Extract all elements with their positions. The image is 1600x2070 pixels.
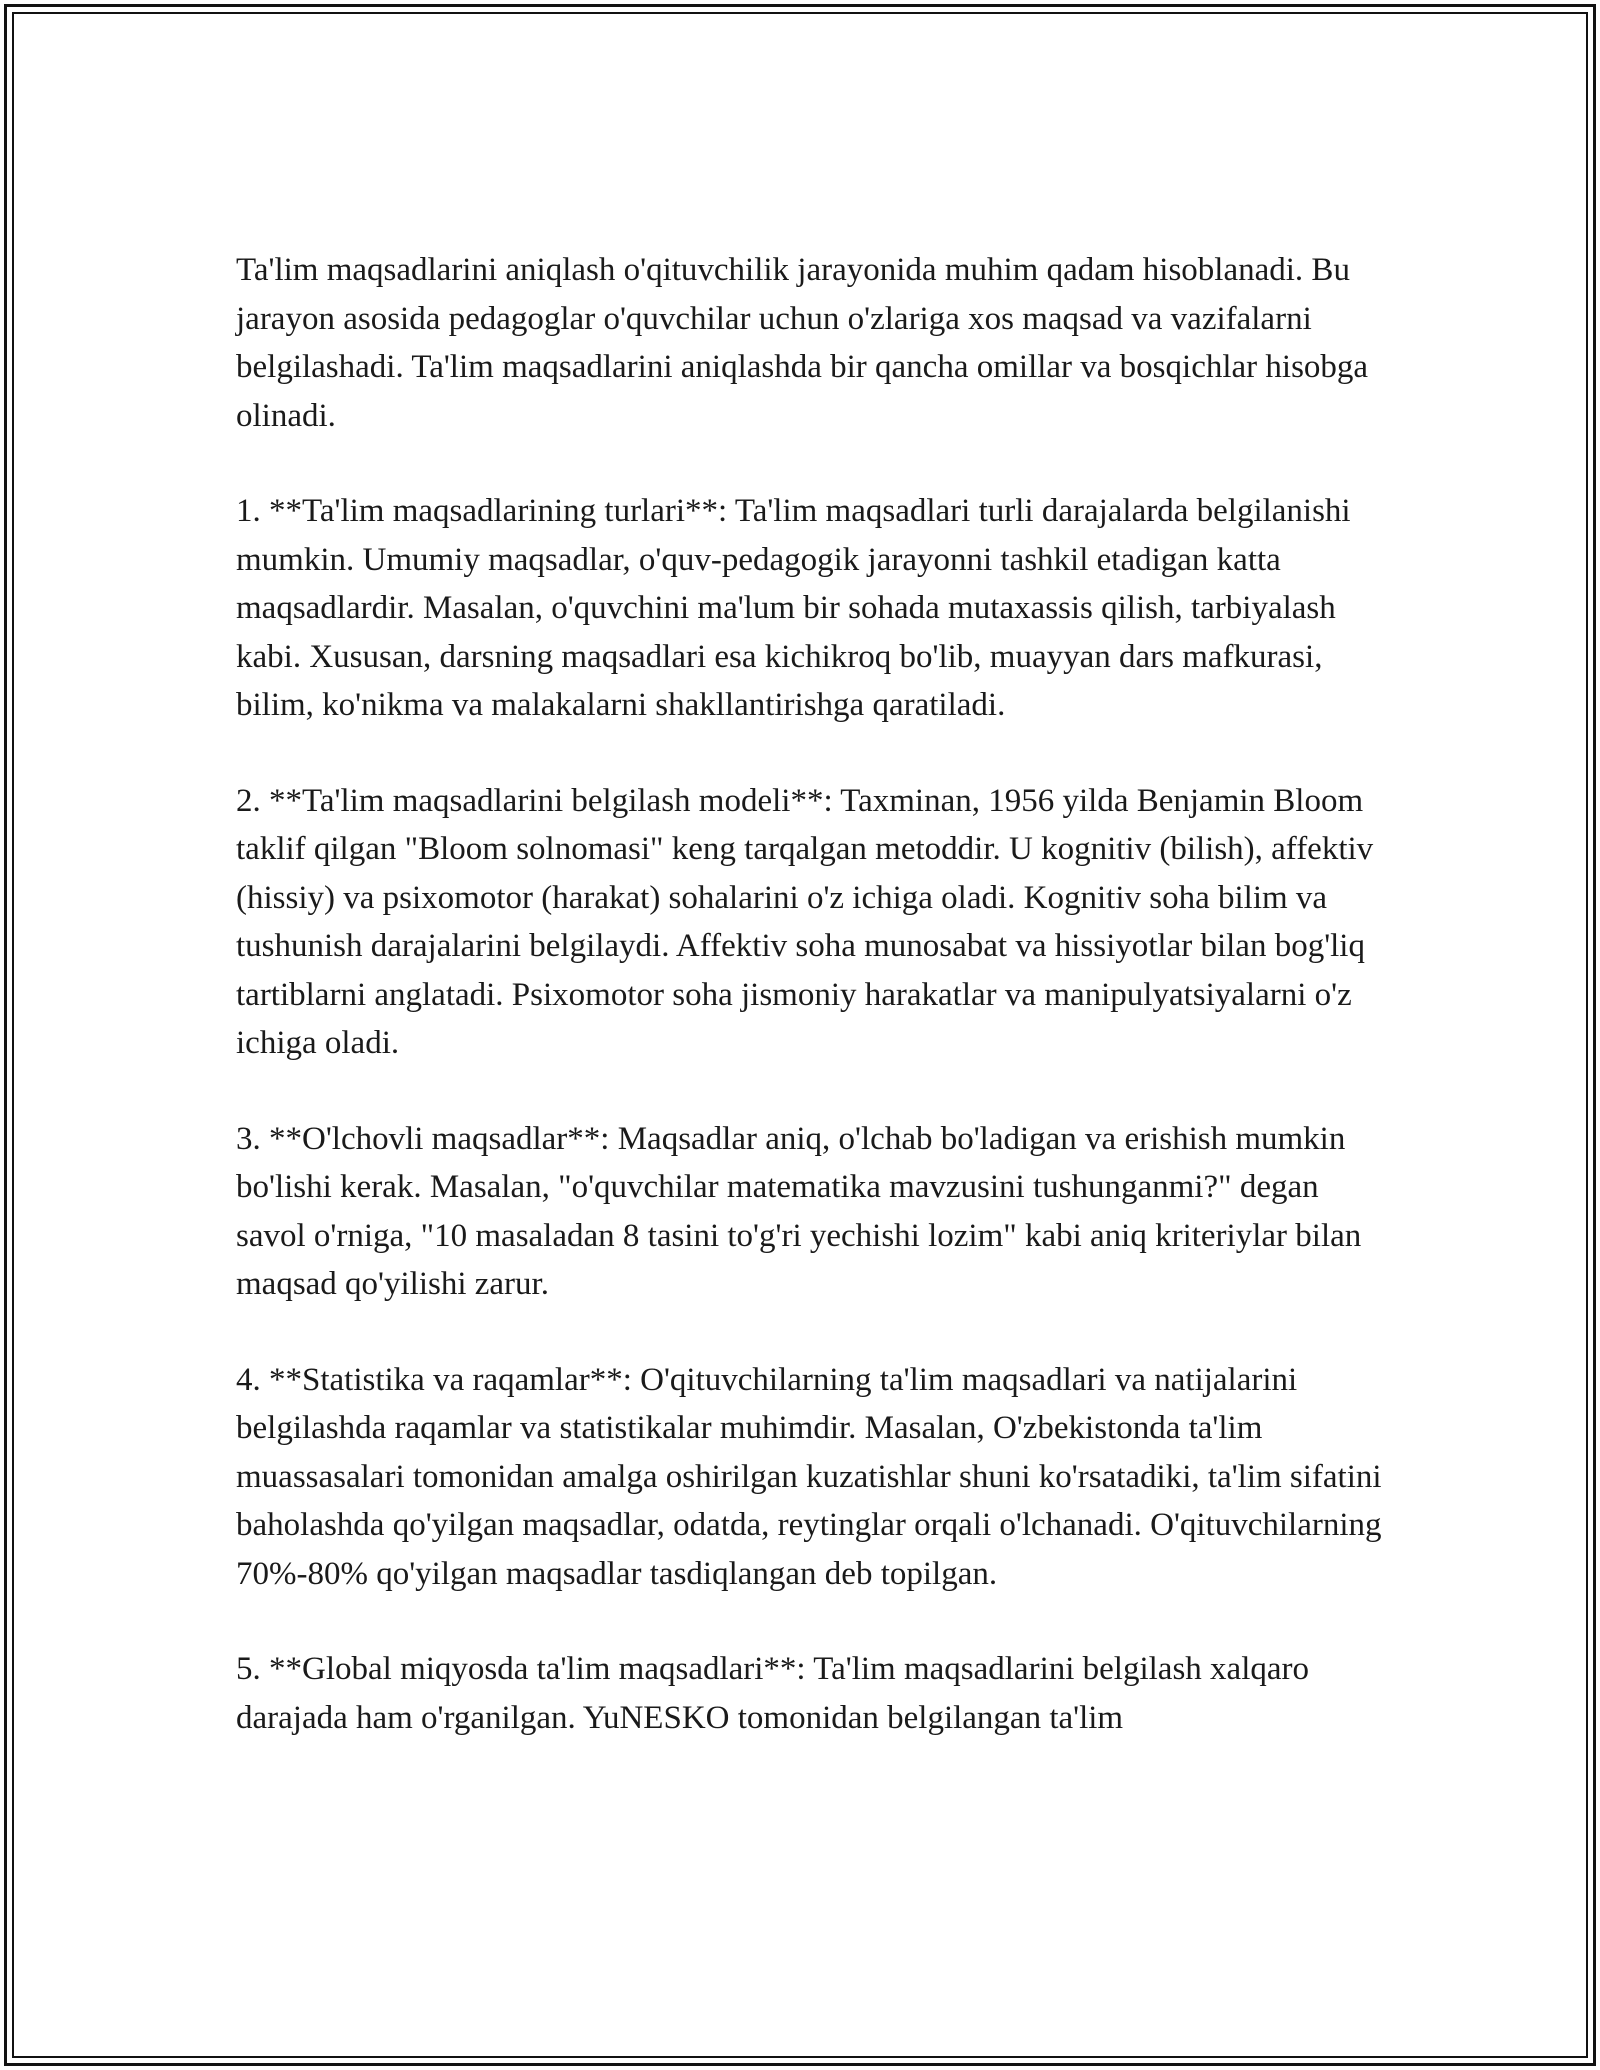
paragraph-goal-types: 1. **Ta'lim maqsadlarining turlari**: Ta'lim maqsadlari turli darajalarda belgilanishi mumkin. Umumiy maqsadlar, o'quv-pedagogik jarayonni tashkil etadigan katta maqsadlardir. Masalan, o'quvchini ma'lum bir sohada mutaxassis qilish, tarbiyalash kabi. Xususan, darsning maqsadlari esa kichikroq bo'lib, muayyan dars mafkurasi, bilim, ko'nikma va malakalarni shakllantirishga qaratiladi. [236, 493, 1351, 723]
document-body [236, 246, 1386, 1789]
intro-paragraph: Ta'lim maqsadlarini aniqlash o'qituvchilik jarayonida muhim qadam hisoblanadi. Bu jarayon asosida pedagoglar o'quvchilar uchun o'zlariga xos maqsad va vazifalarni belgilashadi. Ta'lim maqsadlarini aniqlashda bir qancha omillar va bosqichlar hisobga olinadi. [236, 252, 1369, 434]
paragraph-measurable-goals: 3. **O'lchovli maqsadlar**: Maqsadlar aniq, o'lchab bo'ladigan va erishish mumkin bo'lishi kerak. Masalan, "o'quvchilar matematika mavzusini tushunganmi?" degan savol o'rniga, "10 masaladan 8 tasini to'g'ri yechishi lozim" kabi aniq kriteriylar bilan maqsad qo'yilishi zarur. [236, 1120, 1362, 1302]
paragraph-statistics: 4. **Statistika va raqamlar**: O'qituvchilarning ta'lim maqsadlari va natijalarini belgilashda raqamlar va statistikalar muhimdir. Masalan, O'zbekistonda ta'lim muassasalari tomonidan amalga oshirilgan kuzatishlar shuni ko'rsatadiki, ta'lim sifatini baholashda qo'yilgan maqsadlar, odatda, reytinglar orqali o'lchanadi. O'qituvchilarning 70%-80% qo'yilgan maqsadlar tasdiqlangan deb topilgan. [236, 1361, 1382, 1592]
paragraph-global-goals: 5. **Global miqyosda ta'lim maqsadlari**: Ta'lim maqsadlarini belgilash xalqaro darajada ham o'rganilgan. YuNESKO tomonidan belgilangan ta'lim [236, 1651, 1309, 1736]
paragraph-goal-model: 2. **Ta'lim maqsadlarini belgilash modeli**: Taxminan, 1956 yilda Benjamin Bloom taklif qilgan "Bloom solnomasi" keng tarqalgan metoddir. U kognitiv (bilish), affektiv (hissiy) va psixomotor (harakat) sohalarini o'z ichiga oladi. Kognitiv soha bilim va tushunish darajalarini belgilaydi. Affektiv soha munosabat va hissiyotlar bilan bog'liq tartiblarni anglatadi. Psixomotor soha jismoniy harakatlar va manipulyatsiyalarni o'z ichiga oladi. [236, 782, 1374, 1061]
